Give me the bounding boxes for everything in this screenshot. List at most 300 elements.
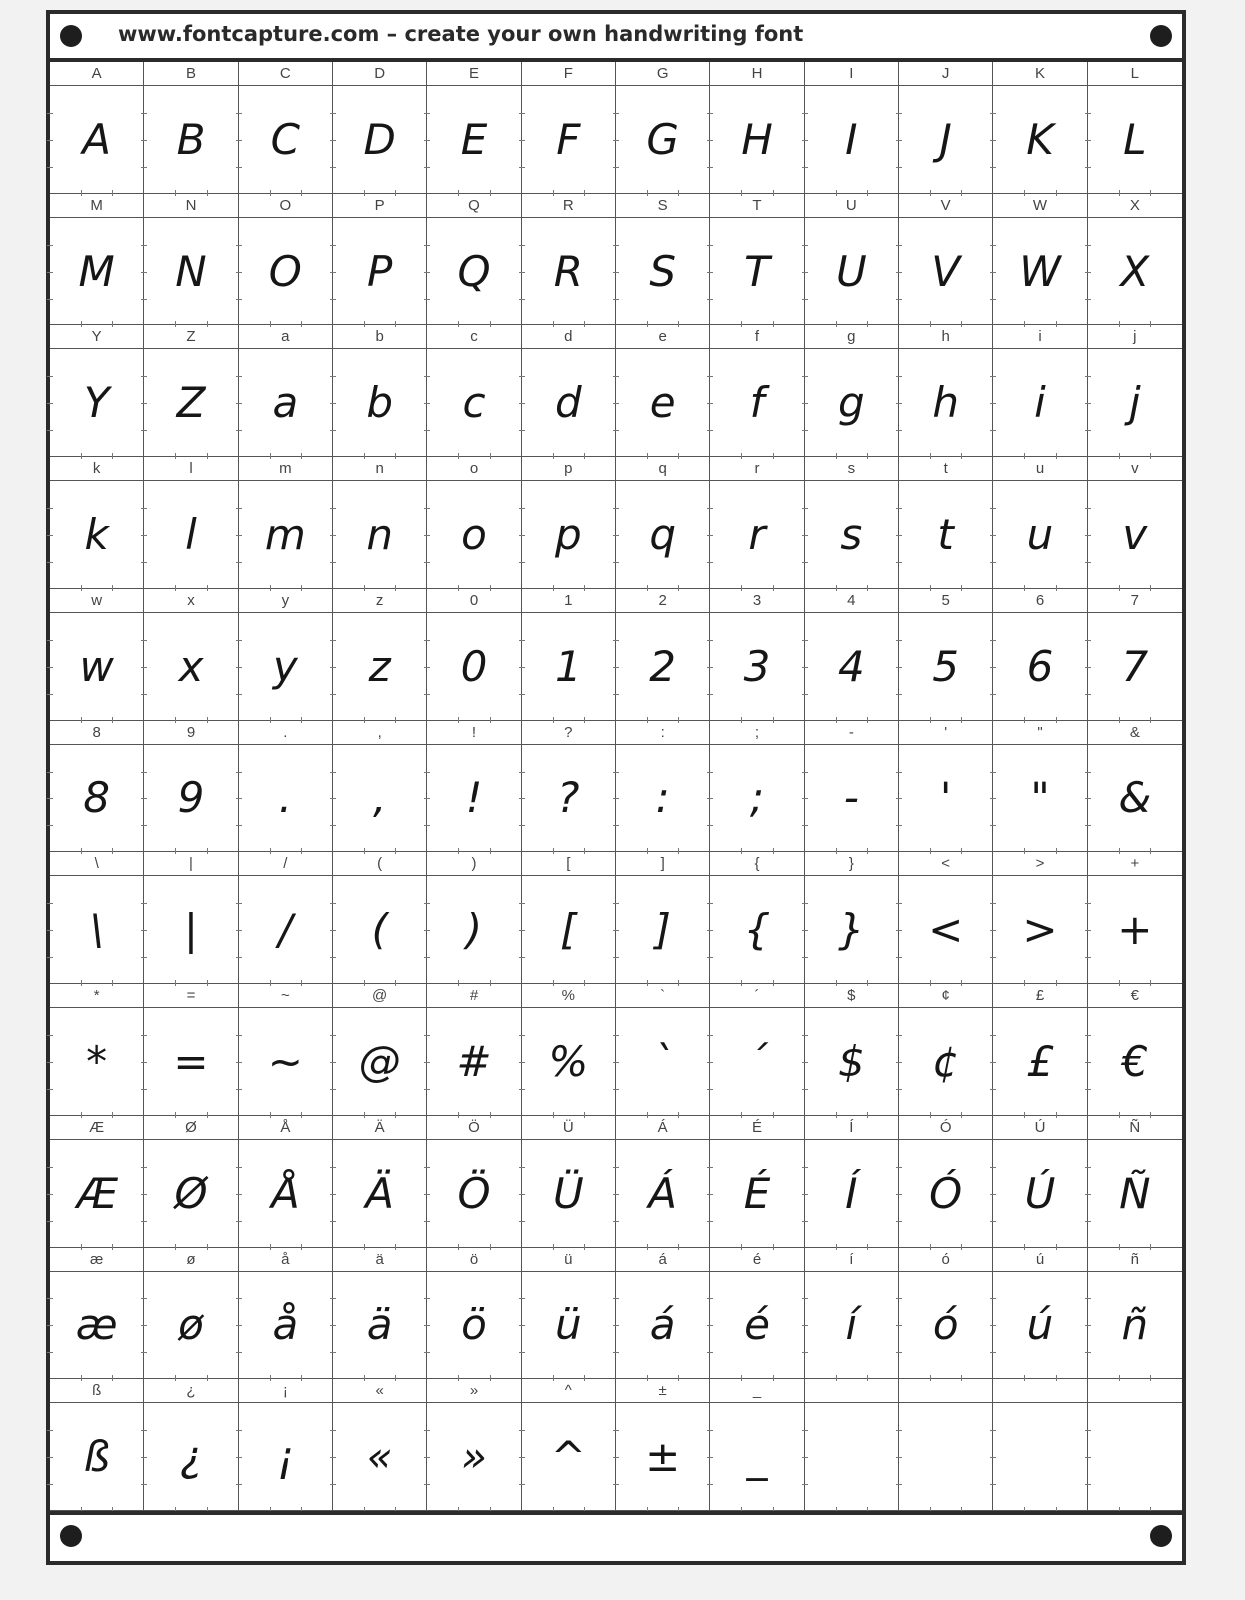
guide-tick [1085,694,1091,695]
cell-label: ` [616,984,709,1008]
glyph-cell [333,984,427,1116]
handwritten-glyph: V [931,246,961,296]
cell-label: b [333,325,426,349]
guide-tick [236,1035,242,1036]
guide-tick [896,903,902,904]
cell-label: 5 [899,589,992,613]
guide-tick [519,167,525,168]
guide-tick [896,825,902,826]
guide-tick [236,1352,242,1353]
guide-tick [141,562,147,563]
glyph-cell [427,1116,521,1248]
guide-tick [802,299,808,300]
handwritten-glyph: ú [1026,1300,1054,1350]
cell-label: w [50,589,143,613]
guide-tick [896,167,902,168]
guide-tick [141,535,147,536]
guide-tick [519,299,525,300]
cell-label: 7 [1088,589,1182,613]
glyph-cell [899,721,993,853]
guide-tick [1085,1430,1091,1431]
glyph-cell [239,1379,333,1511]
cell-label: 3 [710,589,803,613]
glyph-cell [993,589,1087,721]
guide-tick [990,1325,996,1326]
guide-tick [141,430,147,431]
guide-tick [707,167,713,168]
glyph-cell [50,984,144,1116]
guide-tick [519,1089,525,1090]
glyph-cell [144,325,238,457]
cell-label: Í [805,1116,898,1140]
guide-tick [141,694,147,695]
guide-tick [1085,245,1091,246]
guide-tick [424,1221,430,1222]
guide-tick [47,957,53,958]
guide-tick [707,1457,713,1458]
guide-tick [707,825,713,826]
guide-tick [47,140,53,141]
glyph-cell [993,194,1087,326]
guide-tick [990,272,996,273]
handwritten-glyph: « [366,1432,393,1482]
guide-tick [613,1457,619,1458]
glyph-cell [1088,194,1182,326]
guide-tick [896,1167,902,1168]
guide-tick [519,562,525,563]
guide-tick [236,1457,242,1458]
guide-tick [424,562,430,563]
cell-label: » [427,1379,520,1403]
guide-tick [424,1325,430,1326]
handwritten-glyph: + [1117,905,1153,955]
handwritten-glyph: Ñ [1119,1168,1151,1218]
guide-tick [519,1325,525,1326]
guide-tick [1085,430,1091,431]
cell-label: \ [50,852,143,876]
guide-tick [990,562,996,563]
guide-tick [47,640,53,641]
guide-tick [707,667,713,668]
glyph-cell [899,325,993,457]
cell-label: $ [805,984,898,1008]
handwritten-glyph: m [264,510,306,560]
guide-tick [47,430,53,431]
guide-tick [613,798,619,799]
glyph-cell [805,1116,899,1248]
guide-tick [424,140,430,141]
glyph-cell [710,721,804,853]
glyph-cell [710,984,804,1116]
guide-tick [613,640,619,641]
glyph-cell [50,852,144,984]
glyph-cell [616,589,710,721]
glyph-cell [710,1379,804,1511]
guide-tick [330,1298,336,1299]
guide-tick [519,798,525,799]
cell-label: ¡ [239,1379,332,1403]
handwritten-glyph: b [366,378,393,428]
glyph-cell [522,457,616,589]
guide-tick [802,535,808,536]
glyph-cell [50,721,144,853]
guide-tick [141,403,147,404]
cell-label: # [427,984,520,1008]
handwritten-glyph: \ [89,905,104,955]
guide-tick [613,508,619,509]
cell-label: e [616,325,709,349]
guide-tick [802,562,808,563]
guide-tick [424,1457,430,1458]
guide-tick [47,1194,53,1195]
guide-tick [519,403,525,404]
guide-tick [141,1298,147,1299]
cell-label: ú [993,1248,1086,1272]
glyph-cell [899,1248,993,1380]
guide-tick [802,1089,808,1090]
guide-tick [330,903,336,904]
guide-tick [519,1062,525,1063]
cell-label: l [144,457,237,481]
handwritten-glyph: ¿ [179,1432,203,1482]
guide-tick [1085,272,1091,273]
handwritten-glyph: G [646,114,679,164]
handwritten-glyph: W [1019,246,1061,296]
guide-tick [236,1325,242,1326]
guide-tick [141,640,147,641]
handwritten-glyph: I [845,114,858,164]
glyph-cell [239,1116,333,1248]
guide-tick [990,167,996,168]
guide-tick [990,1089,996,1090]
cell-label: ´ [710,984,803,1008]
guide-tick [330,299,336,300]
guide-tick [424,1062,430,1063]
guide-tick [707,245,713,246]
glyph-cell [993,1379,1087,1511]
glyph-cell [522,721,616,853]
guide-tick [424,245,430,246]
glyph-cell [805,589,899,721]
cell-label [899,1379,992,1403]
glyph-cell [427,1379,521,1511]
handwritten-glyph: } [837,905,865,955]
glyph-cell [993,984,1087,1116]
guide-tick [236,667,242,668]
guide-tick [990,535,996,536]
guide-tick [896,508,902,509]
glyph-cell [239,721,333,853]
cell-label: Ø [144,1116,237,1140]
guide-tick [141,245,147,246]
guide-tick [1085,403,1091,404]
guide-tick [990,1298,996,1299]
cell-label: ? [522,721,615,745]
guide-tick [990,694,996,695]
guide-tick [236,957,242,958]
guide-tick [707,1089,713,1090]
handwritten-glyph: > [1022,905,1058,955]
handwritten-glyph: £ [1026,1036,1054,1086]
registration-dot-top-right [1150,25,1172,47]
guide-tick [236,1194,242,1195]
handwritten-glyph: Å [270,1168,300,1218]
cell-label: F [522,62,615,86]
guide-tick [613,430,619,431]
guide-tick [330,825,336,826]
guide-tick [141,930,147,931]
guide-tick [613,694,619,695]
guide-tick [1085,1089,1091,1090]
cell-label: T [710,194,803,218]
guide-tick [613,1035,619,1036]
guide-tick [47,535,53,536]
guide-tick [802,1430,808,1431]
guide-tick [47,299,53,300]
handwritten-glyph: ? [557,773,580,823]
guide-tick [47,113,53,114]
guide-tick [707,957,713,958]
guide-tick [613,403,619,404]
guide-tick [1085,667,1091,668]
handwritten-glyph: ¢ [932,1036,960,1086]
handwritten-glyph: @ [358,1036,401,1086]
handwritten-glyph: . [278,773,292,823]
guide-tick [896,430,902,431]
cell-label: ñ [1088,1248,1182,1272]
guide-tick [424,694,430,695]
guide-tick [47,1089,53,1090]
handwritten-glyph: æ [75,1300,118,1350]
guide-tick [330,430,336,431]
handwritten-glyph: : [655,773,670,823]
guide-tick [236,798,242,799]
guide-tick [519,1352,525,1353]
guide-tick [236,1430,242,1431]
glyph-cell [333,457,427,589]
guide-tick [802,1035,808,1036]
guide-tick [424,1298,430,1299]
guide-tick [330,245,336,246]
cell-label: Ä [333,1116,426,1140]
guide-tick [707,640,713,641]
glyph-cell [616,194,710,326]
cell-label: A [50,62,143,86]
guide-tick [707,1221,713,1222]
guide-tick [424,403,430,404]
guide-tick [330,1325,336,1326]
cell-label: ' [899,721,992,745]
handwritten-glyph: U [835,246,867,296]
glyph-cell [522,589,616,721]
glyph-cell [616,325,710,457]
guide-tick [990,930,996,931]
guide-tick [707,430,713,431]
handwritten-glyph: < [928,905,964,955]
glyph-cell [993,457,1087,589]
cell-label: É [710,1116,803,1140]
guide-tick [990,1035,996,1036]
handwritten-glyph: 1 [554,641,582,691]
guide-tick [707,508,713,509]
glyph-cell [144,1248,238,1380]
glyph-cell [427,457,521,589]
cell-label: & [1088,721,1182,745]
cell-label: > [993,852,1086,876]
handwritten-glyph: Á [648,1168,678,1218]
guide-tick [707,299,713,300]
cell-label: ó [899,1248,992,1272]
glyph-cell [522,852,616,984]
guide-tick [613,299,619,300]
cell-label: W [993,194,1086,218]
handwritten-glyph: S [649,246,676,296]
cell-label: z [333,589,426,613]
guide-tick [613,1325,619,1326]
guide-tick [990,140,996,141]
handwritten-glyph: l [185,510,197,560]
registration-dot-bottom-right [1150,1525,1172,1547]
glyph-cell [710,589,804,721]
handwritten-glyph: ä [366,1300,393,1350]
glyph-cell [50,325,144,457]
guide-tick [707,1194,713,1195]
guide-tick [707,1298,713,1299]
glyph-cell [144,721,238,853]
handwritten-glyph: ! [465,773,483,823]
cell-label: Á [616,1116,709,1140]
glyph-cell [1088,721,1182,853]
cell-label: P [333,194,426,218]
glyph-cell [899,62,993,194]
handwritten-glyph: Ú [1024,1168,1056,1218]
guide-tick [330,167,336,168]
guide-tick [330,376,336,377]
guide-tick [424,167,430,168]
guide-tick [236,1062,242,1063]
guide-tick [1085,113,1091,114]
handwritten-glyph: ± [645,1432,681,1482]
guide-tick [896,1430,902,1431]
guide-tick [141,1089,147,1090]
guide-tick [1085,1062,1091,1063]
guide-tick [330,1089,336,1090]
handwritten-glyph: T [744,246,770,296]
guide-tick [47,667,53,668]
guide-tick [236,113,242,114]
guide-tick [519,1194,525,1195]
guide-tick [707,1035,713,1036]
glyph-cell [616,457,710,589]
cell-label: ; [710,721,803,745]
glyph-cell [239,852,333,984]
handwritten-glyph: f [749,378,765,428]
guide-tick [519,825,525,826]
guide-tick [896,376,902,377]
handwritten-glyph: p [554,510,582,560]
guide-tick [990,508,996,509]
guide-tick [236,930,242,931]
guide-tick [519,1035,525,1036]
guide-tick [1085,562,1091,563]
glyph-cell [239,325,333,457]
guide-tick [519,694,525,695]
guide-tick [1085,1221,1091,1222]
handwritten-glyph: P [367,246,393,296]
guide-tick [896,140,902,141]
guide-tick [424,1484,430,1485]
guide-tick [330,562,336,563]
guide-tick [1085,299,1091,300]
glyph-cell [522,984,616,1116]
cell-label: U [805,194,898,218]
guide-tick [424,272,430,273]
guide-tick [896,694,902,695]
guide-tick [519,245,525,246]
guide-tick [141,1352,147,1353]
guide-tick [141,1062,147,1063]
guide-tick [613,957,619,958]
guide-tick [141,140,147,141]
handwritten-glyph: _ [746,1432,768,1482]
handwritten-glyph: å [272,1300,299,1350]
handwritten-glyph: k [84,510,109,560]
guide-tick [896,1484,902,1485]
handwritten-glyph: = [173,1036,209,1086]
guide-tick [141,1194,147,1195]
handwritten-glyph: ~ [267,1036,303,1086]
guide-tick [47,903,53,904]
handwritten-glyph: ) [465,905,483,955]
guide-tick [424,903,430,904]
cell-label: K [993,62,1086,86]
guide-tick [613,1167,619,1168]
guide-tick [990,1194,996,1195]
guide-tick [330,957,336,958]
registration-dot-bottom-left [60,1525,82,1547]
guide-tick [141,508,147,509]
guide-tick [236,772,242,773]
guide-tick [47,1167,53,1168]
guide-tick [896,1352,902,1353]
handwritten-glyph [993,1403,1086,1510]
guide-tick [141,299,147,300]
guide-tick [802,667,808,668]
guide-tick [990,403,996,404]
guide-tick [236,1484,242,1485]
cell-label: X [1088,194,1182,218]
guide-tick [47,1062,53,1063]
glyph-cell [50,1379,144,1511]
glyph-cell [616,62,710,194]
cell-label: 1 [522,589,615,613]
footer-bar [50,1511,1182,1561]
handwritten-glyph: € [1121,1036,1149,1086]
cell-label: I [805,62,898,86]
guide-tick [707,694,713,695]
guide-tick [802,140,808,141]
glyph-cell [1088,1116,1182,1248]
guide-tick [990,903,996,904]
guide-tick [424,825,430,826]
cell-label: n [333,457,426,481]
glyph-cell [427,852,521,984]
guide-tick [896,1325,902,1326]
guide-tick [47,508,53,509]
guide-tick [1085,772,1091,773]
guide-tick [141,667,147,668]
guide-tick [802,1298,808,1299]
